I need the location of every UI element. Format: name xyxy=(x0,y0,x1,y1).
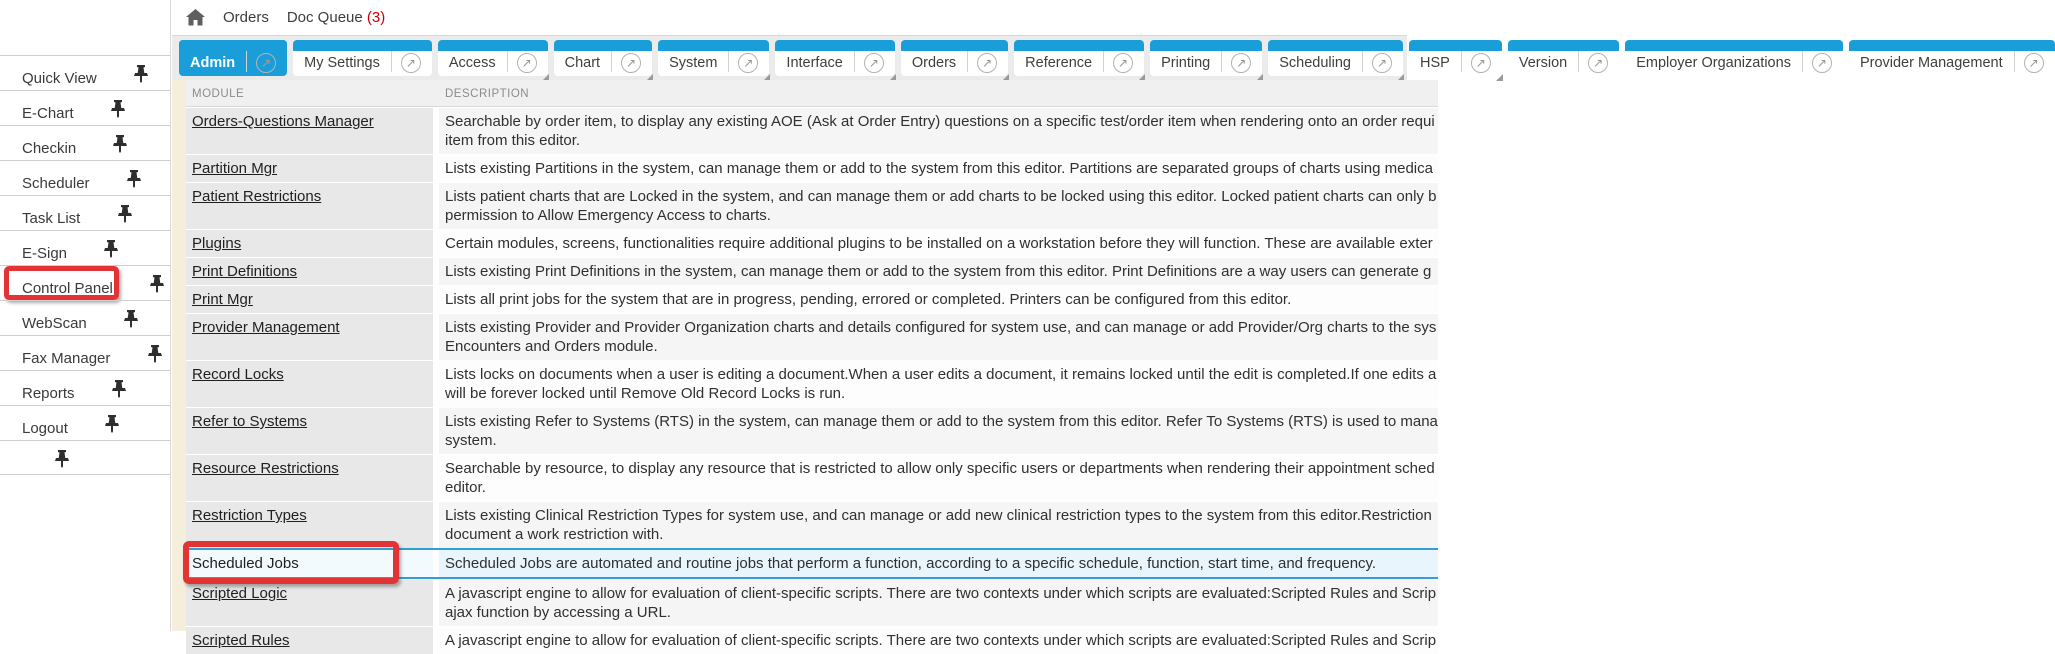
sidebar-item-fax-manager[interactable] xyxy=(0,335,170,370)
main-area xyxy=(172,0,2039,649)
module-cell xyxy=(186,361,433,407)
module-link[interactable]: Orders-Questions Manager xyxy=(192,113,374,130)
tab-bar xyxy=(172,36,2039,80)
module-link[interactable]: Partition Mgr xyxy=(192,160,278,177)
table-row-record-locks xyxy=(186,360,1438,407)
description-line: Scheduled Jobs are automated and routine jobs that perform a function, according to a specific schedule, function, start time, and frequency. xyxy=(445,555,1377,572)
module-description xyxy=(433,627,1438,654)
description-line: editor. xyxy=(445,479,486,496)
tab-label: Reference xyxy=(1025,55,1093,71)
module-cell xyxy=(186,230,433,257)
tab-label: Version xyxy=(1518,55,1568,71)
sidebar-item-control-panel[interactable] xyxy=(0,265,170,300)
pin-icon xyxy=(111,100,125,118)
module-link[interactable]: Scripted Logic xyxy=(192,585,288,602)
module-link[interactable]: Print Definitions xyxy=(192,263,298,280)
module-link[interactable]: Refer to Systems xyxy=(192,413,308,430)
breadcrumb-orders[interactable]: Orders xyxy=(223,9,269,26)
tab-access[interactable] xyxy=(438,40,548,76)
beige-gutter xyxy=(172,80,186,631)
popout-icon[interactable]: ↗ xyxy=(517,53,537,73)
module-link[interactable]: Scheduled Jobs xyxy=(192,555,299,572)
sidebar-item-label: Task List xyxy=(22,210,81,227)
tab-divider xyxy=(2014,47,2015,72)
description-line: Lists existing Provider and Provider Organization charts and details configured for system use, and can manage or add Provider/Org charts to the sys xyxy=(445,319,1437,336)
table-row-resource-restrictions xyxy=(186,454,1438,501)
tab-employer-organizations[interactable] xyxy=(1625,40,1843,76)
pin-icon xyxy=(118,205,132,223)
table-row-print-definitions xyxy=(186,257,1438,285)
module-link[interactable]: Resource Restrictions xyxy=(192,460,339,477)
table-body xyxy=(186,107,1438,654)
popout-icon[interactable]: ↗ xyxy=(1113,53,1133,73)
tab-provider-management[interactable] xyxy=(1849,40,2055,76)
description-line: Lists existing Partitions in the system, can manage them or add to the system from this editor. Partitions are separated groups of charts using medica xyxy=(445,160,1433,177)
description-line: document a work restriction with. xyxy=(445,526,664,543)
module-description xyxy=(433,502,1438,548)
tab-label: HSP xyxy=(1420,55,1450,71)
popout-icon[interactable]: ↗ xyxy=(1471,53,1491,73)
table-row-scheduled-jobs xyxy=(186,548,1438,579)
description-line: A javascript engine to allow for evaluation of client-specific scripts. There are two contexts under which scripts are evaluated:Scripted Rules and Scrip xyxy=(445,585,1437,602)
description-line: ajax function by accessing a URL. xyxy=(445,604,671,621)
breadcrumb-doc-queue[interactable] xyxy=(287,9,385,26)
sidebar-item-label: Scheduler xyxy=(22,175,90,192)
module-description xyxy=(433,108,1438,154)
tab-my-settings[interactable] xyxy=(293,40,432,76)
sidebar-item-label: Checkin xyxy=(22,140,77,157)
description-line: Lists patient charts that are Locked in the system, and can manage them or add charts to be locked using this editor. Locked patient charts can only b xyxy=(445,188,1437,205)
description-line: Lists existing Refer to Systems (RTS) in the system, can manage them or add to the system from this editor. Refer To Systems (RTS) is used to mana xyxy=(445,413,1438,430)
tab-label: Chart xyxy=(564,55,601,71)
tab-label: My Settings xyxy=(304,55,380,71)
column-header-module: MODULE xyxy=(192,88,245,100)
tab-label: System xyxy=(669,55,718,71)
module-cell xyxy=(186,258,433,285)
table-row-scripted-rules xyxy=(186,626,1438,654)
sidebar-item-logout[interactable] xyxy=(0,405,170,440)
module-cell xyxy=(186,314,433,360)
pin-icon xyxy=(112,380,126,398)
breadcrumb-doc-queue-label: Doc Queue xyxy=(286,9,363,26)
sidebar-item-checkin[interactable] xyxy=(0,125,170,160)
popout-icon[interactable]: ↗ xyxy=(864,53,884,73)
tab-admin[interactable] xyxy=(179,40,287,76)
tab-orders[interactable] xyxy=(901,40,1008,76)
module-description xyxy=(433,580,1438,626)
module-link[interactable]: Plugins xyxy=(192,235,242,252)
tab-divider xyxy=(1221,47,1222,72)
tab-divider xyxy=(728,47,729,72)
module-description xyxy=(433,361,1438,407)
tab-label: Orders xyxy=(911,55,957,71)
doc-queue-count-badge: (3) xyxy=(366,9,386,26)
tab-label: Employer Organizations xyxy=(1636,55,1791,71)
tab-divider xyxy=(1802,47,1803,72)
pin-icon xyxy=(134,65,148,83)
popout-icon[interactable]: ↗ xyxy=(1231,53,1251,73)
popout-icon[interactable]: ↗ xyxy=(621,53,641,73)
content-area xyxy=(172,80,1438,649)
description-line: Lists all print jobs for the system that are in progress, pending, errored or completed. Printers can be configured from this editor. xyxy=(445,291,1292,308)
tab-version[interactable] xyxy=(1508,40,1619,76)
sidebar-item-quick-view[interactable] xyxy=(0,55,170,90)
module-link[interactable]: Patient Restrictions xyxy=(192,188,322,205)
module-cell xyxy=(186,455,433,501)
pin-icon xyxy=(104,240,118,258)
module-cell xyxy=(186,155,433,182)
sidebar-item-label: Control Panel xyxy=(22,280,113,297)
tab-label: Admin xyxy=(190,55,236,71)
tab-reference[interactable] xyxy=(1014,40,1144,76)
module-cell xyxy=(186,286,433,313)
description-line: Certain modules, screens, functionalities require additional plugins to be installed on a workstation before they will function. These are available exter xyxy=(445,235,1433,252)
module-cell xyxy=(186,580,433,626)
sidebar-item-e-sign[interactable] xyxy=(0,230,170,265)
tab-divider xyxy=(1578,47,1579,72)
tab-divider xyxy=(1461,47,1462,72)
module-link[interactable]: Record Locks xyxy=(192,366,284,383)
sidebar-item-pin[interactable] xyxy=(0,440,170,475)
module-description xyxy=(433,286,1438,313)
description-line: system. xyxy=(445,432,497,449)
pin-icon xyxy=(113,135,127,153)
tab-label: Provider Management xyxy=(1859,55,2003,71)
tab-interface[interactable] xyxy=(775,40,894,76)
sidebar xyxy=(0,0,171,631)
breadcrumb xyxy=(172,0,1407,36)
tab-label: Access xyxy=(448,55,496,71)
tab-scheduling[interactable] xyxy=(1268,40,1403,76)
table-row-patient-restrictions xyxy=(186,182,1438,229)
sidebar-item-webscan[interactable] xyxy=(0,300,170,335)
popout-icon[interactable]: ↗ xyxy=(1588,53,1608,73)
sidebar-item-task-list[interactable] xyxy=(0,195,170,230)
module-cell xyxy=(186,502,433,548)
popout-icon[interactable]: ↗ xyxy=(1372,53,1392,73)
sidebar-item-label: E-Sign xyxy=(22,245,68,262)
table-row-restriction-types xyxy=(186,501,1438,548)
column-header-description: DESCRIPTION xyxy=(445,88,530,100)
popout-icon[interactable]: ↗ xyxy=(2024,53,2044,73)
module-cell xyxy=(186,183,433,229)
sidebar-item-label: Reports xyxy=(22,385,75,402)
sidebar-item-scheduler[interactable] xyxy=(0,160,170,195)
module-description xyxy=(433,408,1438,454)
popout-icon[interactable]: ↗ xyxy=(401,53,421,73)
tab-label: Printing xyxy=(1161,55,1211,71)
popout-icon[interactable]: ↗ xyxy=(977,53,997,73)
module-description xyxy=(433,155,1438,182)
popout-icon[interactable]: ↗ xyxy=(256,53,276,73)
description-line: permission to Allow Emergency Access to charts. xyxy=(445,207,771,224)
description-line: Lists locks on documents when a user is editing a document.When a user edits a document, it remains locked until the edit is completed.If one edits a xyxy=(445,366,1437,383)
module-link[interactable]: Print Mgr xyxy=(192,291,253,308)
tab-divider xyxy=(246,47,247,72)
description-line: item from this editor. xyxy=(445,132,581,149)
description-line: Encounters and Orders module. xyxy=(445,338,658,355)
table-row-scripted-logic xyxy=(186,579,1438,626)
pin-icon xyxy=(127,170,141,188)
module-description xyxy=(433,314,1438,360)
sidebar-item-label: Quick View xyxy=(22,70,97,87)
module-cell xyxy=(186,408,433,454)
table-row-refer-to-systems xyxy=(186,407,1438,454)
pin-icon xyxy=(150,275,164,293)
sidebar-item-label: E-Chart xyxy=(22,105,74,122)
tab-printing[interactable] xyxy=(1150,40,1262,76)
module-link[interactable]: Restriction Types xyxy=(192,507,307,524)
sidebar-item-reports[interactable] xyxy=(0,370,170,405)
description-line: Searchable by resource, to display any resource that is restricted to allow only specific users or departments when rendering their appointment sched xyxy=(445,460,1435,477)
table-row-plugins xyxy=(186,229,1438,257)
module-cell xyxy=(186,550,433,577)
module-description xyxy=(433,230,1438,257)
tab-divider xyxy=(611,47,612,72)
tab-divider xyxy=(1103,47,1104,72)
sidebar-item-label: Fax Manager xyxy=(22,350,111,367)
popout-icon[interactable]: ↗ xyxy=(1812,53,1832,73)
description-line: A javascript engine to allow for evaluation of client-specific scripts. There are two contexts under which scripts are evaluated:Scripted Rules and Scrip xyxy=(445,632,1437,649)
tab-label: Scheduling xyxy=(1279,55,1351,71)
tab-hsp[interactable] xyxy=(1409,40,1502,76)
pin-icon xyxy=(124,310,138,328)
tab-divider xyxy=(391,47,392,72)
description-line: Searchable by order item, to display any existing AOE (Ask at Order Entry) questions on a specific test/order item when rendering onto an order requi xyxy=(445,113,1435,130)
tab-system[interactable] xyxy=(658,40,769,76)
tab-divider xyxy=(1362,47,1363,72)
description-line: Lists existing Clinical Restriction Types for system use, and can manage or add new clinical restriction types to the system from this editor.Restriction xyxy=(445,507,1432,524)
sidebar-item-e-chart[interactable] xyxy=(0,90,170,125)
home-icon[interactable] xyxy=(186,9,205,26)
tab-divider xyxy=(854,47,855,72)
pin-icon xyxy=(105,415,119,433)
table-row-orders-questions-manager xyxy=(186,107,1438,154)
pin-icon xyxy=(55,450,69,468)
tab-label: Interface xyxy=(786,55,843,71)
tab-divider xyxy=(967,47,968,72)
sidebar-item-label: WebScan xyxy=(22,315,87,332)
module-cell xyxy=(186,108,433,154)
tab-divider xyxy=(507,47,508,72)
module-link[interactable]: Provider Management xyxy=(192,319,340,336)
dropdown-corner-icon xyxy=(1496,74,1503,81)
module-link[interactable]: Scripted Rules xyxy=(192,632,290,649)
popout-icon[interactable]: ↗ xyxy=(738,53,758,73)
table-row-partition-mgr xyxy=(186,154,1438,182)
module-description xyxy=(433,183,1438,229)
table-header xyxy=(186,80,1438,107)
table-row-provider-management xyxy=(186,313,1438,360)
description-line: will be forever locked until Remove Old Record Locks is run. xyxy=(445,385,846,402)
description-line: Lists existing Print Definitions in the system, can manage them or add to the system from this editor. Print Definitions are a way users can generate g xyxy=(445,263,1432,280)
module-cell xyxy=(186,627,433,654)
module-description xyxy=(433,258,1438,285)
module-description xyxy=(433,455,1438,501)
pin-icon xyxy=(148,345,162,363)
module-table xyxy=(186,80,1438,649)
tab-chart[interactable] xyxy=(554,40,652,76)
module-description xyxy=(433,550,1438,577)
sidebar-item-label: Logout xyxy=(22,420,68,437)
table-row-print-mgr xyxy=(186,285,1438,313)
